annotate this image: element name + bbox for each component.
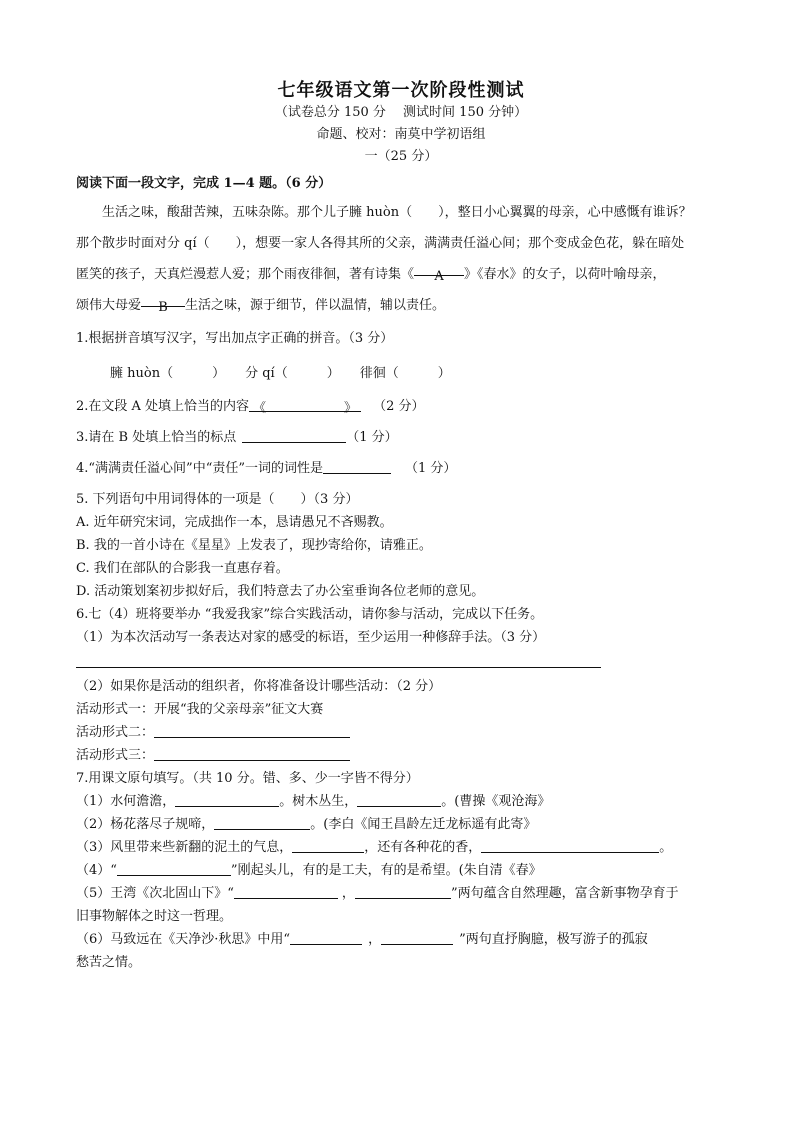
q6-slogan-blank[interactable] — [76, 649, 601, 668]
q2-answer-blank[interactable]: 《 》 — [249, 397, 361, 412]
q7-5-blank-2[interactable] — [355, 884, 451, 899]
q1-item-b[interactable]: 分 qí（ ） — [245, 366, 340, 381]
q7-1-blank-1[interactable] — [175, 792, 279, 807]
exam-page — [76, 74, 726, 974]
question-6-part-1: （1）为本次活动写一条表达对家的感受的标语，至少运用一种修辞手法。（3 分） — [76, 630, 546, 645]
q6-slogan-line[interactable] — [76, 649, 726, 672]
passage-line-4: 颂伟大母爱 B 生活之味，源于细节，伴以温情，辅以责任。 — [76, 290, 726, 321]
q6-activity-2-blank[interactable] — [154, 723, 350, 738]
exam-title: 七年级语文第一次阶段性测试 — [277, 80, 525, 101]
q5-option-a[interactable]: A. 近年研究宋词，完成拙作一本，恳请愚兄不吝赐教。 — [76, 515, 393, 530]
q4-answer-blank[interactable] — [323, 459, 391, 474]
question-3: 3.请在 B 处填上恰当的标点 （1 分） — [76, 430, 398, 445]
section-heading: 一（25 分） — [364, 149, 438, 164]
question-1: 1.根据拼音填写汉字，写出加点字正确的拼音。（3 分） — [76, 331, 394, 346]
question-5: 5. 下列语句中用词得体的一项是（ ）（3 分） — [76, 492, 359, 507]
passage-line-3: 匿笑的孩子，天真烂漫惹人爱；那个雨夜徘徊，著有诗集《 A 》《春水》的女子，以荷叶喻母亲， — [76, 259, 726, 290]
q5-option-c[interactable]: C. 我们在部队的合影我一直惠存着。 — [76, 561, 289, 576]
q7-2-blank[interactable] — [214, 815, 310, 830]
q5-option-b[interactable]: B. 我的一首小诗在《星星》上发表了，现抄寄给你，请雅正。 — [76, 538, 432, 553]
question-6-part-2: （2）如果你是活动的组织者，你将准备设计哪些活动：（2 分） — [76, 679, 442, 694]
question-1-items — [76, 362, 726, 385]
q6-activity-3-blank[interactable] — [154, 746, 350, 761]
q1-item-c[interactable]: 徘徊（ ） — [359, 366, 451, 381]
q7-4-blank[interactable] — [117, 861, 231, 876]
q7-item-2: （2）杨花落尽子规啼， 。(李白《闻王昌龄左迁龙标遥有此寄》 — [76, 817, 537, 832]
passage-line-1: 生活之味，酸甜苦辣，五味杂陈。那个儿子臃 huòn（ ），整日小心翼翼的母亲，心中感慨有谁诉？ — [102, 205, 692, 220]
q7-item-5-cont: 旧事物解体之时这一哲理。 — [76, 909, 233, 924]
q7-item-4: （4）“ ”刚起头儿，有的是工夫，有的是希望。(朱自清《春》 — [76, 863, 542, 878]
q7-item-6: （6）马致远在《天净沙·秋思》中用“ ， ”两句直抒胸臆，极写游子的孤寂 — [76, 932, 648, 947]
blank-b[interactable]: B — [141, 292, 185, 307]
question-2: 2.在文段 A 处填上恰当的内容 《 》 （2 分） — [76, 399, 425, 416]
q6-activity-1: 活动形式一：开展“我的父亲母亲”征文大赛 — [76, 702, 324, 717]
q1-item-a[interactable]: 臃 huòn（ ） — [110, 366, 226, 381]
q5-option-d[interactable]: D. 活动策划案初步拟好后，我们特意去了办公室垂询各位老师的意见。 — [76, 584, 485, 599]
blank-a[interactable]: A — [414, 261, 464, 276]
q7-3-blank-1[interactable] — [292, 838, 364, 853]
q7-item-3: （3）风里带来些新翻的泥土的气息， ，还有各种花的香， 。 — [76, 840, 673, 855]
reading-passage — [76, 197, 726, 321]
q7-6-blank-1[interactable] — [290, 930, 362, 945]
question-4: 4.“满满责任溢心间”中“责任”一词的词性是 （1 分） — [76, 461, 457, 476]
reading-instruction: 阅读下面一段文字，完成 1—4 题。（6 分） — [76, 176, 332, 191]
q3-answer-blank[interactable] — [242, 428, 346, 443]
q7-item-1: （1）水何澹澹， 。树木丛生， 。(曹操《观沧海》 — [76, 794, 551, 809]
q6-activity-2: 活动形式二： — [76, 721, 726, 744]
q6-activity-3: 活动形式三： — [76, 744, 726, 767]
question-6: 6.七（4）班将要举办 “我爱我家”综合实践活动，请你参与活动，完成以下任务。 — [76, 607, 544, 622]
q7-5-blank-1[interactable] — [234, 884, 338, 899]
q7-item-5: （5）王湾《次北固山下》“ ， ”两句蕴含自然理趣，富含新事物孕育于 — [76, 886, 679, 901]
q7-3-blank-2[interactable] — [481, 838, 659, 853]
question-7: 7.用课文原句填写。（共 10 分。错、多、少一字皆不得分） — [76, 771, 419, 786]
exam-subtitle: （试卷总分 150 分 测试时间 150 分钟） — [274, 105, 528, 120]
q7-1-blank-2[interactable] — [357, 792, 441, 807]
passage-line-2: 那个散步时面对分 qí（ ），想要一家人各得其所的父亲，满满责任溢心间；那个变成金色花，躲在暗处 — [76, 236, 685, 251]
q7-item-6-cont: 愁苦之情。 — [76, 955, 142, 970]
q7-6-blank-2[interactable] — [381, 930, 453, 945]
exam-editors: 命题、校对：南莫中学初语组 — [316, 127, 486, 142]
